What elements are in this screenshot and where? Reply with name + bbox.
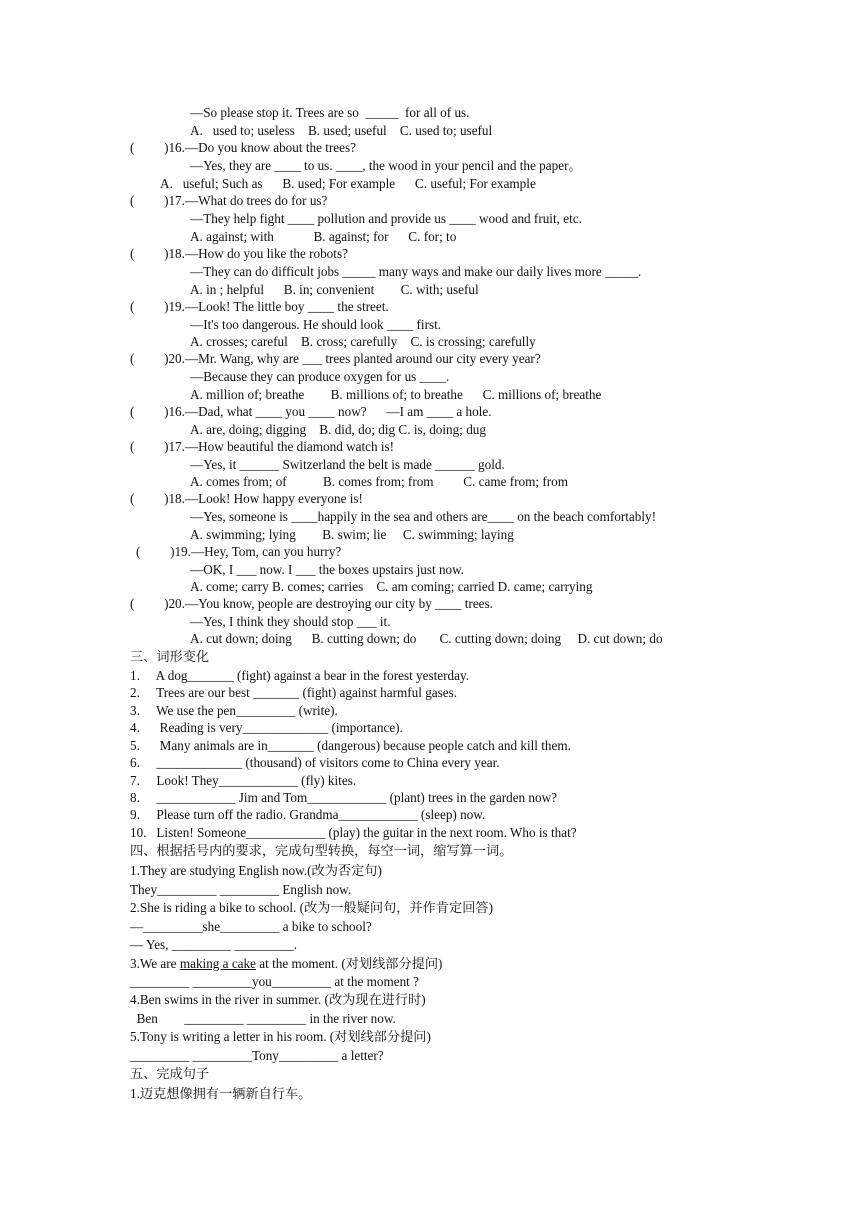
section-heading: 四、根据括号内的要求，完成句型转换，每空一词，缩写算一词。 (130, 843, 513, 858)
word-form-item: 5. Many animals are in_______ (dangerous) because people catch and kill them. (130, 738, 571, 753)
mc-question: ( )16.—Do you know about the trees? (130, 140, 356, 155)
section-heading: 五、完成句子 (130, 1066, 210, 1081)
mc-question: ( )20.—Mr. Wang, why are ___ trees planted around our city every year? (130, 351, 541, 366)
mc-question: ( )18.—How do you like the robots? (130, 246, 348, 261)
transform-answer: Ben _________ _________ in the river now. (130, 1011, 396, 1026)
mc-options: A. used to; useless B. used; useful C. used to; useful (190, 123, 493, 138)
word-form-item: 9. Please turn off the radio. Grandma____________ (sleep) now. (130, 807, 486, 822)
mc-question: ( )19.—Hey, Tom, can you hurry? (136, 544, 342, 559)
word-form-item: 6. _____________ (thousand) of visitors come to China every year. (130, 755, 500, 770)
mc-options: A. swimming; lying B. swim; lie C. swimming; laying (190, 527, 514, 542)
mc-line: —They help fight ____ pollution and provide us ____ wood and fruit, etc. (190, 211, 582, 226)
mc-options: A. useful; Such as B. used; For example C. useful; For example (160, 176, 536, 191)
underlined-phrase: making a cake (179, 956, 256, 971)
mc-question: ( )18.—Look! How happy everyone is! (130, 491, 363, 506)
mc-line: —It's too dangerous. He should look ____ first. (190, 317, 442, 332)
mc-options: A. comes from; of B. comes from; from C. came from; from (190, 474, 568, 489)
mc-line: —They can do difficult jobs _____ many ways and make our daily lives more _____. (190, 264, 642, 279)
transform-item: 2.She is riding a bike to school. (改为一般疑问句，并作肯定回答) (130, 900, 493, 915)
transform-item: 4.Ben swims in the river in summer. (改为现在进行时) (130, 992, 426, 1007)
mc-line: —Because they can produce oxygen for us ____. (190, 369, 450, 384)
word-form-item: 2. Trees are our best _______ (fight) against harmful gases. (130, 685, 458, 700)
section-heading: 三、词形变化 (130, 649, 210, 664)
word-form-item: 7. Look! They____________ (fly) kites. (130, 773, 357, 788)
mc-options: A. cut down; doing B. cutting down; do C. cutting down; doing D. cut down; do (190, 631, 663, 646)
completion-item: 1.迈克想像拥有一辆新自行车。 (130, 1086, 312, 1101)
word-form-item: 4. Reading is very_____________ (importance). (130, 720, 403, 735)
mc-options: A. come; carry B. comes; carries C. am coming; carried D. came; carrying (190, 579, 593, 594)
mc-line: —Yes, it ______ Switzerland the belt is made ______ gold. (190, 457, 505, 472)
word-form-item: 8. ____________ Jim and Tom____________ (plant) trees in the garden now? (130, 790, 557, 805)
mc-question: ( )20.—You know, people are destroying our city by ____ trees. (130, 596, 493, 611)
mc-options: A. in ; helpful B. in; convenient C. with; useful (190, 282, 479, 297)
transform-answer: _________ _________you_________ at the moment ? (130, 974, 419, 989)
mc-options: A. against; with B. against; for C. for; to (190, 229, 457, 244)
mc-question: ( )17.—What do trees do for us? (130, 193, 328, 208)
word-form-item: 3. We use the pen_________ (write). (130, 703, 338, 718)
transform-item: 3.We are making a cake at the moment. (对划线部分提问) (130, 956, 443, 971)
transform-answer: They_________ _________ English now. (130, 882, 352, 897)
transform-answer: — Yes, _________ _________. (130, 937, 298, 952)
mc-line: —Yes, someone is ____happily in the sea and others are____ on the beach comfortably! (190, 509, 656, 524)
mc-options: A. million of; breathe B. millions of; to breathe C. millions of; breathe (190, 387, 602, 402)
transform-answer: _________ _________Tony_________ a letter? (130, 1048, 384, 1063)
transform-answer: —_________she_________ a bike to school? (130, 919, 372, 934)
mc-line: —So please stop it. Trees are so _____ for all of us. (190, 105, 470, 120)
mc-question: ( )19.—Look! The little boy ____ the street. (130, 299, 389, 314)
mc-line: —Yes, I think they should stop ___ it. (190, 614, 391, 629)
mc-options: A. crosses; careful B. cross; carefully C. is crossing; carefully (190, 334, 536, 349)
word-form-item: 1. A dog_______ (fight) against a bear in the forest yesterday. (130, 668, 470, 683)
mc-line: —Yes, they are ____ to us. ____, the wood in your pencil and the paper。 (190, 158, 582, 173)
mc-line: —OK, I ___ now. I ___ the boxes upstairs just now. (190, 562, 465, 577)
mc-question: ( )16.—Dad, what ____ you ____ now? —I am ____ a hole. (130, 404, 492, 419)
transform-item: 1.They are studying English now.(改为否定句) (130, 863, 382, 878)
transform-item: 5.Tony is writing a letter in his room. (对划线部分提问) (130, 1029, 431, 1044)
mc-options: A. are, doing; digging B. did, do; dig C. is, doing; dug (190, 422, 486, 437)
mc-question: ( )17.—How beautiful the diamond watch is! (130, 439, 395, 454)
word-form-item: 10. Listen! Someone____________ (play) the guitar in the next room. Who is that? (130, 825, 577, 840)
